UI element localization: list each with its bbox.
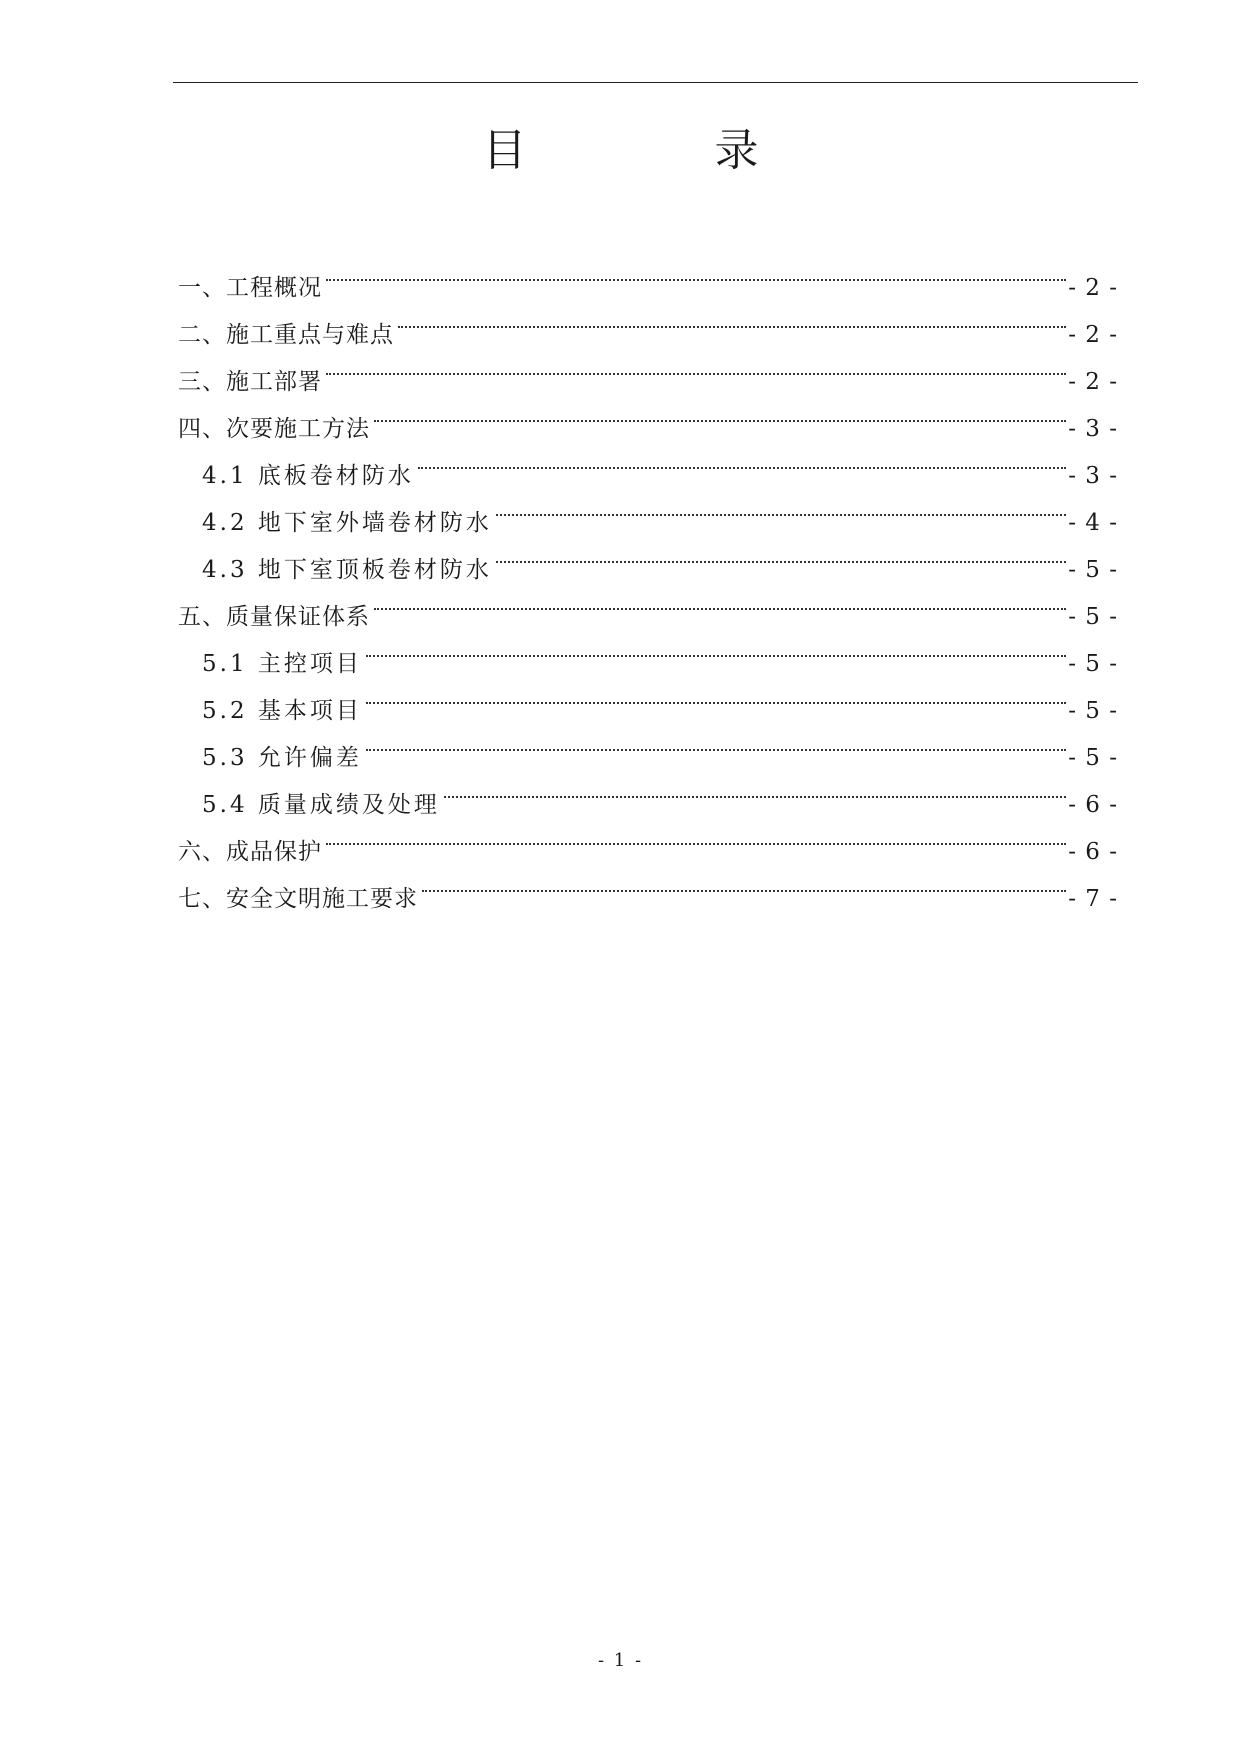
toc-dot-leader <box>418 436 1066 483</box>
toc-dot-leader <box>374 389 1066 436</box>
toc-entry-label: 六、成品保护 <box>178 839 322 865</box>
toc-entry-engineering-overview[interactable] <box>178 248 1118 301</box>
toc-dot-leader <box>496 530 1066 577</box>
table-of-contents <box>178 248 1118 912</box>
toc-entry-page: - 3 - <box>1068 416 1118 442</box>
toc-entry-page: - 6 - <box>1068 792 1118 818</box>
toc-entry-page: - 5 - <box>1068 745 1118 771</box>
toc-entry-page: - 2 - <box>1068 322 1118 348</box>
toc-entry-page: - 5 - <box>1068 651 1118 677</box>
toc-entry-label: 二、施工重点与难点 <box>178 322 394 348</box>
toc-entry-page: - 2 - <box>1068 275 1118 301</box>
toc-dot-leader <box>366 718 1066 765</box>
toc-entry-label: 五、质量保证体系 <box>178 604 370 630</box>
toc-dot-leader <box>366 671 1066 718</box>
toc-dot-leader <box>422 859 1066 906</box>
toc-entry-page: - 4 - <box>1068 510 1118 536</box>
toc-dot-leader <box>444 765 1066 812</box>
toc-entry-page: - 7 - <box>1068 886 1118 912</box>
toc-entry-page: - 3 - <box>1068 463 1118 489</box>
toc-dot-leader <box>374 577 1066 624</box>
page-number-footer: - 1 - <box>597 1650 644 1671</box>
toc-dot-leader <box>326 342 1066 389</box>
toc-entry-label: 4.3 地下室顶板卷材防水 <box>202 557 492 583</box>
toc-entry-label: 5.1 主控项目 <box>202 651 362 677</box>
toc-dot-leader <box>326 812 1066 859</box>
toc-entry-page: - 5 - <box>1068 604 1118 630</box>
toc-dot-leader <box>326 248 1066 295</box>
toc-dot-leader <box>366 624 1066 671</box>
toc-entry-label: 5.3 允许偏差 <box>202 745 362 771</box>
toc-entry-label: 一、工程概况 <box>178 275 322 301</box>
toc-entry-label: 4.2 地下室外墙卷材防水 <box>202 510 492 536</box>
toc-entry-page: - 2 - <box>1068 369 1118 395</box>
toc-dot-leader <box>398 295 1066 342</box>
toc-entry-label: 5.4 质量成绩及处理 <box>202 792 440 818</box>
toc-entry-page: - 5 - <box>1068 557 1118 583</box>
toc-dot-leader <box>496 483 1066 530</box>
toc-entry-label: 四、次要施工方法 <box>178 416 370 442</box>
toc-title: 目 录 <box>482 125 831 176</box>
toc-entry-page: - 5 - <box>1068 698 1118 724</box>
toc-entry-label: 七、安全文明施工要求 <box>178 886 418 912</box>
toc-entry-label: 4.1 底板卷材防水 <box>202 463 414 489</box>
header-rule <box>173 82 1138 83</box>
toc-entry-page: - 6 - <box>1068 839 1118 865</box>
toc-entry-label: 5.2 基本项目 <box>202 698 362 724</box>
toc-entry-label: 三、施工部署 <box>178 369 322 395</box>
